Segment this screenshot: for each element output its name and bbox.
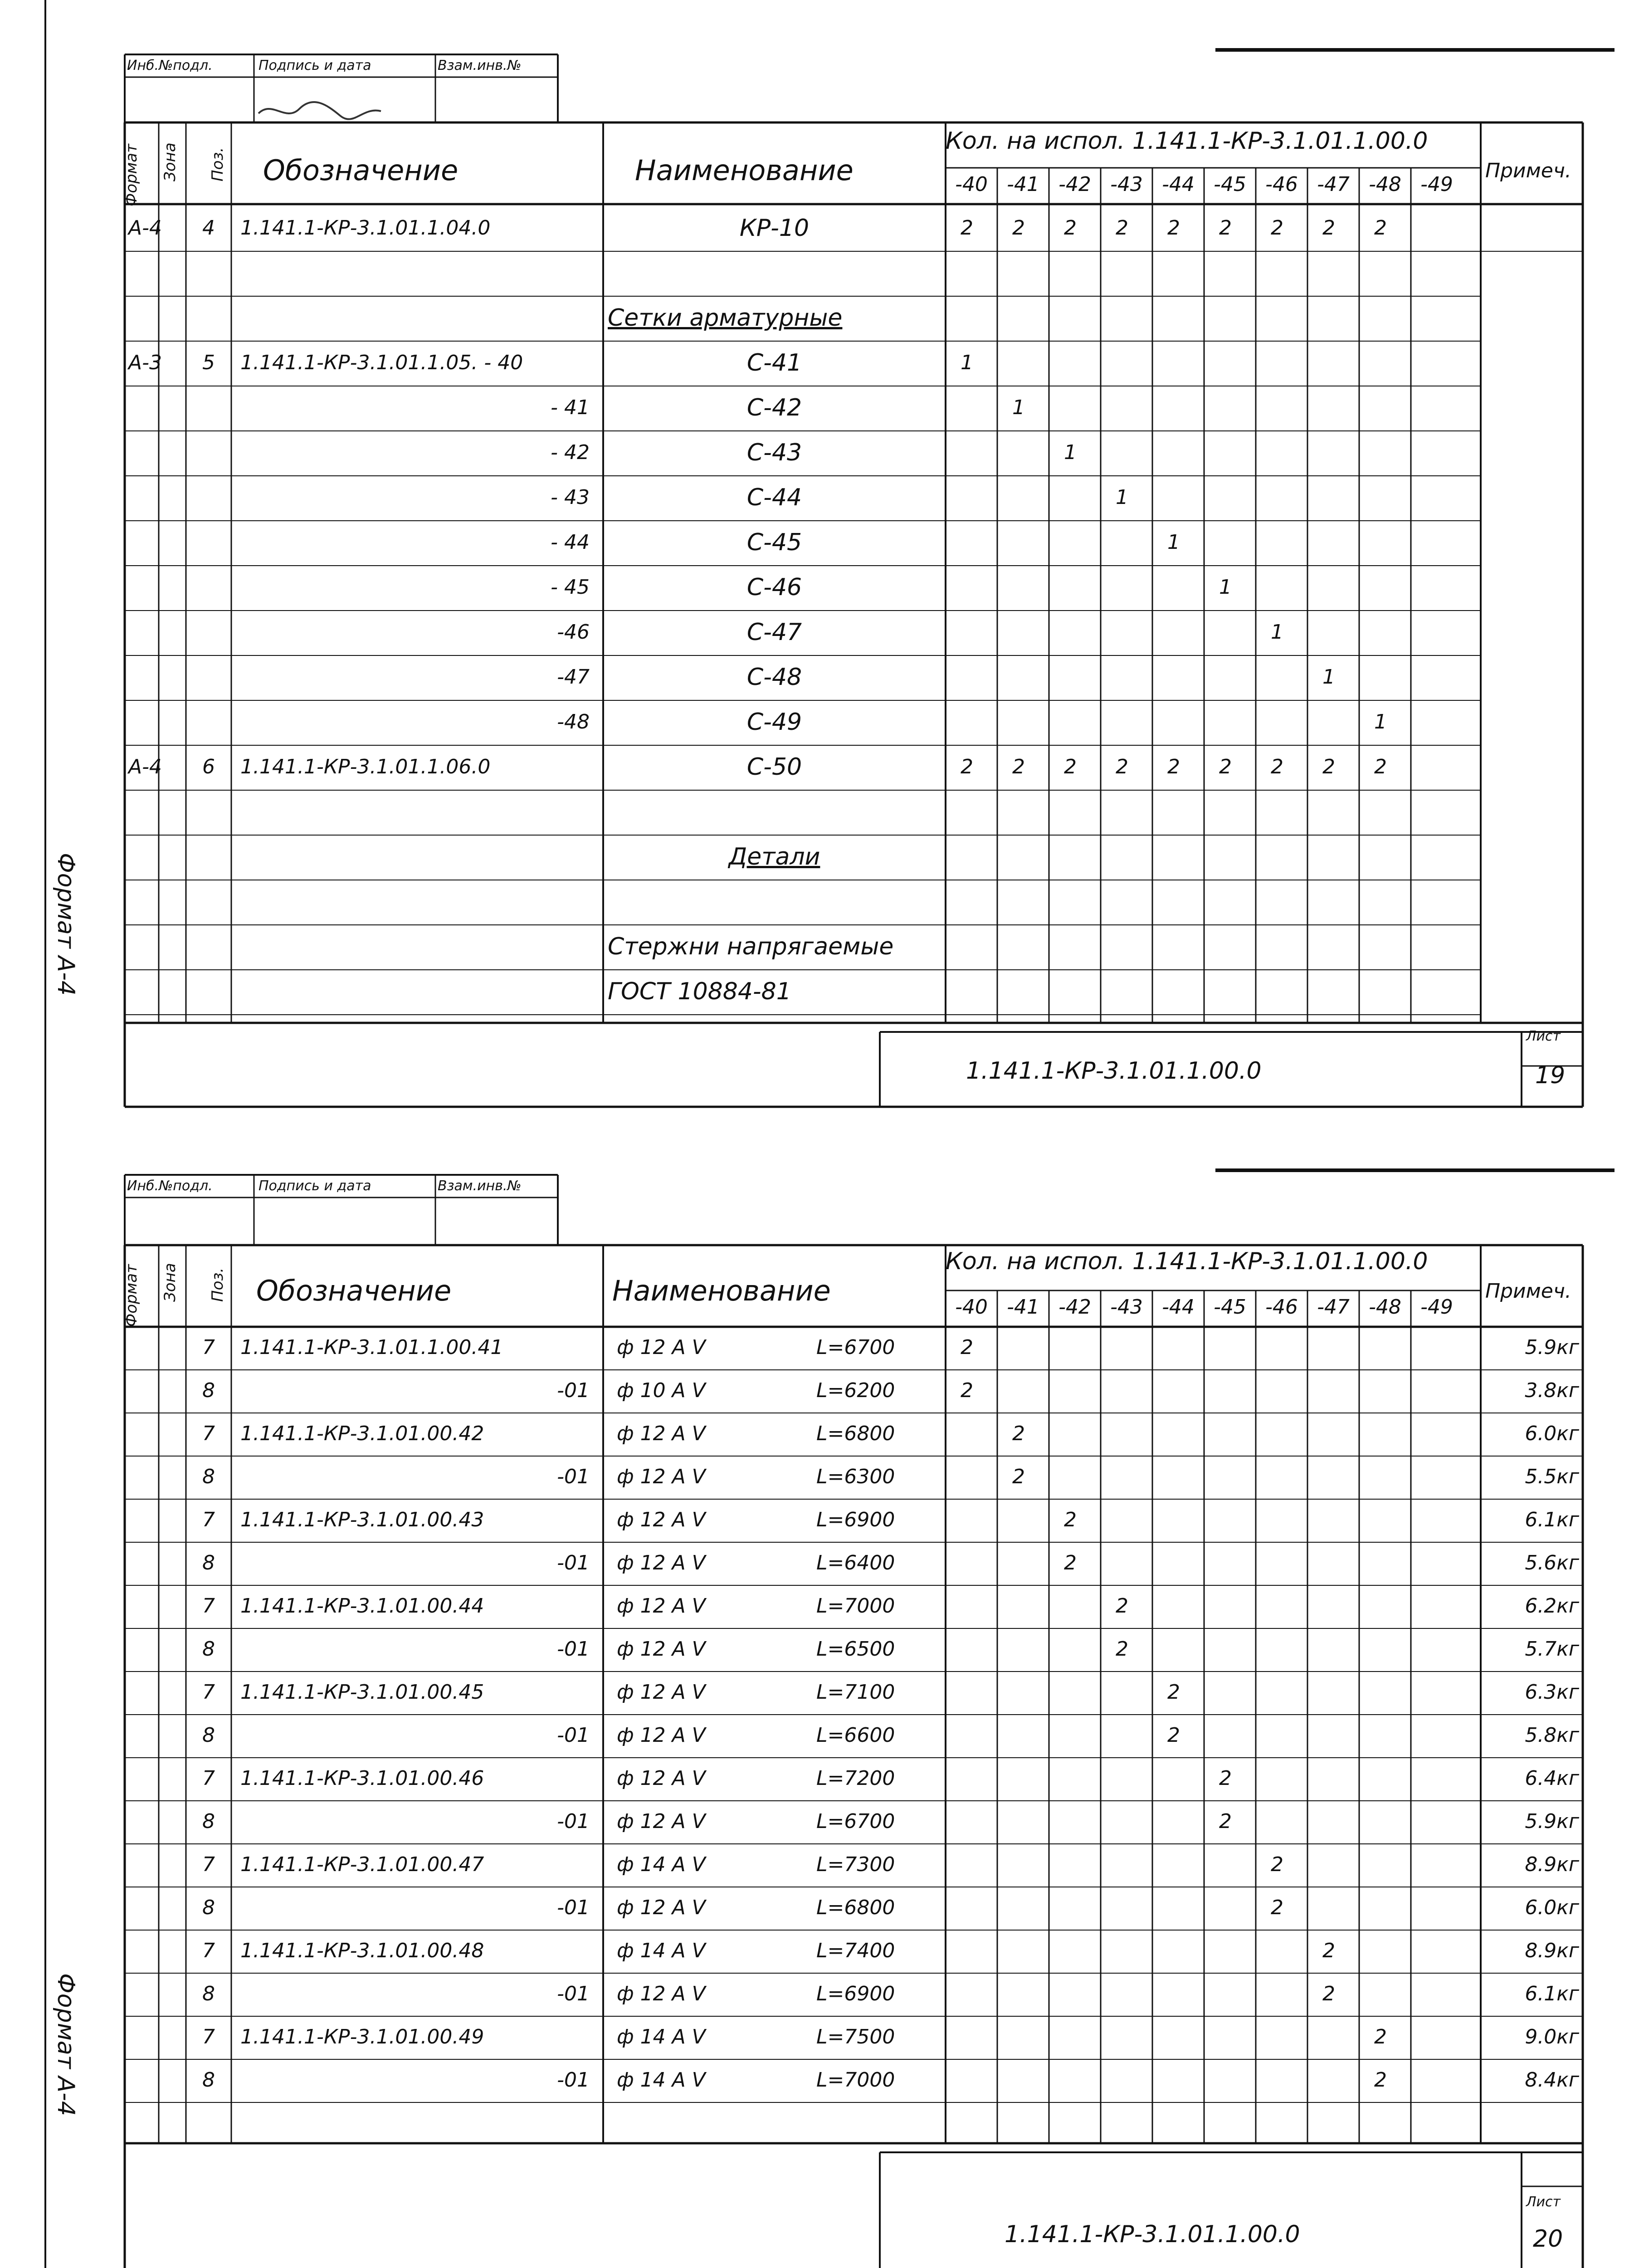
header-format: Формат xyxy=(122,144,141,206)
row-position: 6 xyxy=(202,755,215,778)
row-name: ф 12 А V xyxy=(617,1422,706,1445)
row-position: 8 xyxy=(202,1637,215,1661)
row-note: 5.5кг xyxy=(1525,1465,1579,1488)
row-quantity: 2 xyxy=(1374,216,1387,240)
sheet-label: Лист xyxy=(1526,2194,1561,2210)
header-name: Наименование xyxy=(612,1274,831,1307)
stamp-inv-label: Инб.№подл. xyxy=(127,58,213,73)
row-quantity: 2 xyxy=(961,755,973,778)
header-name: Наименование xyxy=(635,154,854,187)
row-quantity: 2 xyxy=(1116,1637,1128,1661)
row-designation: 1.141.1-КР-3.1.01.00.45 xyxy=(240,1680,484,1704)
row-position: 7 xyxy=(202,1508,215,1531)
row-quantity: 2 xyxy=(961,216,973,240)
header-qty-title: Кол. на испол. 1.141.1-КР-3.1.01.1.00.0 xyxy=(946,1248,1428,1275)
header-zone: Зона xyxy=(161,142,179,181)
row-quantity: 1 xyxy=(961,351,973,374)
row-position: 8 xyxy=(202,1809,215,1833)
row-designation: 1.141.1-КР-3.1.01.1.05. - 40 xyxy=(240,351,523,374)
row-designation: -01 xyxy=(557,1378,590,1402)
format-side-label: Формат А-4 xyxy=(52,853,79,996)
row-name: ф 12 А V xyxy=(617,1551,706,1574)
row-name: ф 12 А V xyxy=(617,1594,706,1618)
row-note: 6.0кг xyxy=(1525,1896,1579,1919)
row-designation: -01 xyxy=(557,1551,590,1574)
row-name: Стержни напрягаемые xyxy=(608,933,894,960)
row-name: ф 12 А V xyxy=(617,1335,706,1359)
row-position: 7 xyxy=(202,1422,215,1445)
row-quantity: 2 xyxy=(1271,1896,1283,1919)
variant-header: -48 xyxy=(1369,173,1401,196)
row-name: ф 14 А V xyxy=(617,2025,706,2048)
row-note: 6.3кг xyxy=(1525,1680,1579,1704)
row-designation: -47 xyxy=(557,665,590,689)
variant-header: -46 xyxy=(1265,1295,1298,1319)
row-quantity: 2 xyxy=(1167,755,1180,778)
row-name: С-41 xyxy=(746,349,802,376)
row-designation: 1.141.1-КР-3.1.01.1.04.0 xyxy=(240,216,491,240)
row-quantity: 2 xyxy=(1167,216,1180,240)
row-position: 7 xyxy=(202,1766,215,1790)
row-quantity: 1 xyxy=(1012,396,1025,419)
row-designation: - 42 xyxy=(551,440,590,464)
stamp-replace-label: Взам.инв.№ xyxy=(438,58,522,73)
row-name: ф 12 А V xyxy=(617,1809,706,1833)
row-format: А-4 xyxy=(128,755,162,778)
row-position: 8 xyxy=(202,2068,215,2092)
row-length: L=7000 xyxy=(816,2068,895,2092)
row-quantity: 2 xyxy=(1064,755,1077,778)
row-quantity: 2 xyxy=(1167,1680,1180,1704)
row-position: 5 xyxy=(202,351,215,374)
row-quantity: 1 xyxy=(1167,530,1180,554)
row-quantity: 2 xyxy=(1374,2025,1387,2048)
row-note: 8.9кг xyxy=(1525,1853,1579,1876)
format-side-label: Формат А-4 xyxy=(52,1973,79,2116)
row-name: С-44 xyxy=(746,484,802,511)
row-length: L=6700 xyxy=(816,1809,895,1833)
row-position: 8 xyxy=(202,1982,215,2005)
row-designation: 1.141.1-КР-3.1.01.00.43 xyxy=(240,1508,484,1531)
header-format: Формат xyxy=(122,1264,141,1327)
row-name: С-50 xyxy=(746,753,802,781)
row-designation: - 45 xyxy=(551,575,590,599)
row-quantity: 1 xyxy=(1116,485,1128,509)
doc-code: 1.141.1-КР-3.1.01.1.00.0 xyxy=(1005,2221,1300,2248)
row-note: 8.4кг xyxy=(1525,2068,1579,2092)
row-note: 5.6кг xyxy=(1525,1551,1579,1574)
row-name: ф 12 А V xyxy=(617,1465,706,1488)
row-name: С-43 xyxy=(746,439,802,466)
row-quantity: 2 xyxy=(1116,755,1128,778)
row-length: L=6900 xyxy=(816,1508,895,1531)
row-quantity: 2 xyxy=(1219,1809,1232,1833)
row-note: 8.9кг xyxy=(1525,1939,1579,1962)
row-quantity: 2 xyxy=(961,1378,973,1402)
variant-header: -47 xyxy=(1317,1295,1350,1319)
variant-header: -45 xyxy=(1214,173,1246,196)
row-note: 6.0кг xyxy=(1525,1422,1579,1445)
row-quantity: 2 xyxy=(1167,1723,1180,1747)
row-name: ф 14 А V xyxy=(617,2068,706,2092)
row-designation: -01 xyxy=(557,1637,590,1661)
variant-header: -44 xyxy=(1162,173,1195,196)
row-designation: -48 xyxy=(557,710,590,733)
row-name: ф 10 А V xyxy=(617,1378,706,1402)
sheet-number: 20 xyxy=(1533,2225,1563,2253)
row-designation: 1.141.1-КР-3.1.01.00.48 xyxy=(240,1939,484,1962)
row-format: А-4 xyxy=(128,216,162,240)
row-designation: -01 xyxy=(557,2068,590,2092)
row-position: 7 xyxy=(202,1939,215,1962)
row-note: 5.9кг xyxy=(1525,1809,1579,1833)
row-position: 8 xyxy=(202,1551,215,1574)
header-designation: Обозначение xyxy=(256,1274,452,1307)
row-quantity: 2 xyxy=(1219,755,1232,778)
row-name: ф 12 А V xyxy=(617,1982,706,2005)
row-name: ГОСТ 10884-81 xyxy=(608,978,791,1005)
header-designation: Обозначение xyxy=(263,154,458,187)
row-quantity: 2 xyxy=(1219,1766,1232,1790)
row-quantity: 2 xyxy=(1064,1508,1077,1531)
row-position: 7 xyxy=(202,1680,215,1704)
row-name: С-45 xyxy=(746,528,802,556)
row-position: 4 xyxy=(202,216,215,240)
variant-header: -45 xyxy=(1214,1295,1246,1319)
row-designation: 1.141.1-КР-3.1.01.00.46 xyxy=(240,1766,484,1790)
row-position: 8 xyxy=(202,1896,215,1919)
row-length: L=7200 xyxy=(816,1766,895,1790)
row-quantity: 1 xyxy=(1219,575,1232,599)
row-designation: 1.141.1-КР-3.1.01.00.42 xyxy=(240,1422,484,1445)
variant-header: -41 xyxy=(1007,173,1039,196)
variant-header: -46 xyxy=(1265,173,1298,196)
row-designation: 1.141.1-КР-3.1.01.1.00.41 xyxy=(240,1335,503,1359)
row-length: L=6900 xyxy=(816,1982,895,2005)
sheet-19 xyxy=(0,0,1634,1120)
row-length: L=6600 xyxy=(816,1723,895,1747)
variant-header: -49 xyxy=(1420,1295,1453,1319)
row-quantity: 2 xyxy=(1322,1939,1335,1962)
row-length: L=7400 xyxy=(816,1939,895,1962)
row-designation: -01 xyxy=(557,1723,590,1747)
stamp-replace-label: Взам.инв.№ xyxy=(438,1178,522,1194)
row-position: 7 xyxy=(202,2025,215,2048)
handwritten-signature xyxy=(254,91,390,127)
row-position: 7 xyxy=(202,1335,215,1359)
row-designation: -01 xyxy=(557,1896,590,1919)
row-quantity: 1 xyxy=(1322,665,1335,689)
variant-header: -47 xyxy=(1317,173,1350,196)
row-note: 5.8кг xyxy=(1525,1723,1579,1747)
header-qty-title: Кол. на испол. 1.141.1-КР-3.1.01.1.00.0 xyxy=(946,127,1428,155)
row-designation: -01 xyxy=(557,1465,590,1488)
header-pos: Поз. xyxy=(209,147,227,181)
row-designation: -46 xyxy=(557,620,590,644)
row-length: L=7500 xyxy=(816,2025,895,2048)
header-note: Примеч. xyxy=(1485,1280,1571,1303)
row-quantity: 2 xyxy=(1374,755,1387,778)
row-quantity: 2 xyxy=(1116,216,1128,240)
row-quantity: 1 xyxy=(1271,620,1283,644)
variant-header: -42 xyxy=(1058,1295,1091,1319)
row-length: L=7100 xyxy=(816,1680,895,1704)
row-note: 6.4кг xyxy=(1525,1766,1579,1790)
row-position: 8 xyxy=(202,1378,215,1402)
row-name: ф 14 А V xyxy=(617,1939,706,1962)
row-quantity: 2 xyxy=(1064,1551,1077,1574)
variant-header: -43 xyxy=(1110,173,1143,196)
row-name: ф 12 А V xyxy=(617,1508,706,1531)
row-quantity: 2 xyxy=(1322,216,1335,240)
row-name: ф 14 А V xyxy=(617,1853,706,1876)
stamp-sign-label: Подпись и дата xyxy=(259,1178,371,1194)
row-name: С-48 xyxy=(746,663,802,691)
sheet-20 xyxy=(0,1120,1634,2268)
row-name: КР-10 xyxy=(739,214,810,242)
row-designation: - 44 xyxy=(551,530,590,554)
row-note: 6.2кг xyxy=(1525,1594,1579,1618)
row-note: 6.1кг xyxy=(1525,1982,1579,2005)
row-note: 5.7кг xyxy=(1525,1637,1579,1661)
variant-header: -49 xyxy=(1420,173,1453,196)
row-quantity: 2 xyxy=(1012,216,1025,240)
row-format: А-3 xyxy=(128,351,162,374)
variant-header: -48 xyxy=(1369,1295,1401,1319)
row-quantity: 2 xyxy=(1219,216,1232,240)
row-quantity: 2 xyxy=(1374,2068,1387,2092)
row-name: ф 12 А V xyxy=(617,1637,706,1661)
row-name: С-49 xyxy=(746,708,802,736)
row-designation: -01 xyxy=(557,1809,590,1833)
row-name: ф 12 А V xyxy=(617,1723,706,1747)
row-quantity: 2 xyxy=(1271,755,1283,778)
row-length: L=6500 xyxy=(816,1637,895,1661)
stamp-inv-label: Инб.№подл. xyxy=(127,1178,213,1194)
header-zone: Зона xyxy=(161,1263,179,1302)
row-name: С-42 xyxy=(746,394,802,421)
row-designation: 1.141.1-КР-3.1.01.00.49 xyxy=(240,2025,484,2048)
row-quantity: 1 xyxy=(1374,710,1387,733)
variant-header: -40 xyxy=(955,173,988,196)
stamp-sign-label: Подпись и дата xyxy=(259,58,371,73)
row-designation: 1.141.1-КР-3.1.01.00.47 xyxy=(240,1853,484,1876)
header-pos: Поз. xyxy=(209,1267,227,1302)
header-note: Примеч. xyxy=(1485,159,1571,182)
row-length: L=7000 xyxy=(816,1594,895,1618)
row-name: Детали xyxy=(728,843,820,870)
sheet-number: 19 xyxy=(1535,1062,1566,1089)
row-note: 9.0кг xyxy=(1525,2025,1579,2048)
row-quantity: 2 xyxy=(1322,755,1335,778)
row-quantity: 1 xyxy=(1064,440,1077,464)
row-designation: - 41 xyxy=(551,396,590,419)
row-length: L=6800 xyxy=(816,1422,895,1445)
row-name: ф 12 А V xyxy=(617,1680,706,1704)
row-designation: -01 xyxy=(557,1982,590,2005)
row-position: 7 xyxy=(202,1594,215,1618)
row-quantity: 2 xyxy=(961,1335,973,1359)
variant-header: -42 xyxy=(1058,173,1091,196)
row-quantity: 2 xyxy=(1271,1853,1283,1876)
row-position: 8 xyxy=(202,1723,215,1747)
row-length: L=6800 xyxy=(816,1896,895,1919)
row-length: L=6700 xyxy=(816,1335,895,1359)
variant-header: -43 xyxy=(1110,1295,1143,1319)
row-length: L=6200 xyxy=(816,1378,895,1402)
row-name: ф 12 А V xyxy=(617,1896,706,1919)
variant-header: -40 xyxy=(955,1295,988,1319)
row-note: 5.9кг xyxy=(1525,1335,1579,1359)
row-name: С-47 xyxy=(746,618,802,646)
row-position: 8 xyxy=(202,1465,215,1488)
row-quantity: 2 xyxy=(1116,1594,1128,1618)
row-quantity: 2 xyxy=(1322,1982,1335,2005)
row-name: С-46 xyxy=(746,573,802,601)
variant-header: -44 xyxy=(1162,1295,1195,1319)
row-quantity: 2 xyxy=(1064,216,1077,240)
sheet-label: Лист xyxy=(1526,1028,1561,1044)
row-note: 3.8кг xyxy=(1525,1378,1579,1402)
row-note: 6.1кг xyxy=(1525,1508,1579,1531)
row-length: L=7300 xyxy=(816,1853,895,1876)
row-quantity: 2 xyxy=(1012,1465,1025,1488)
variant-header: -41 xyxy=(1007,1295,1039,1319)
row-length: L=6400 xyxy=(816,1551,895,1574)
row-quantity: 2 xyxy=(1012,1422,1025,1445)
row-designation: 1.141.1-КР-3.1.01.00.44 xyxy=(240,1594,484,1618)
row-quantity: 2 xyxy=(1271,216,1283,240)
row-name: Сетки арматурные xyxy=(608,304,843,332)
doc-code: 1.141.1-КР-3.1.01.1.00.0 xyxy=(966,1057,1262,1085)
row-name: ф 12 А V xyxy=(617,1766,706,1790)
row-length: L=6300 xyxy=(816,1465,895,1488)
row-designation: - 43 xyxy=(551,485,590,509)
row-designation: 1.141.1-КР-3.1.01.1.06.0 xyxy=(240,755,491,778)
row-position: 7 xyxy=(202,1853,215,1876)
row-quantity: 2 xyxy=(1012,755,1025,778)
